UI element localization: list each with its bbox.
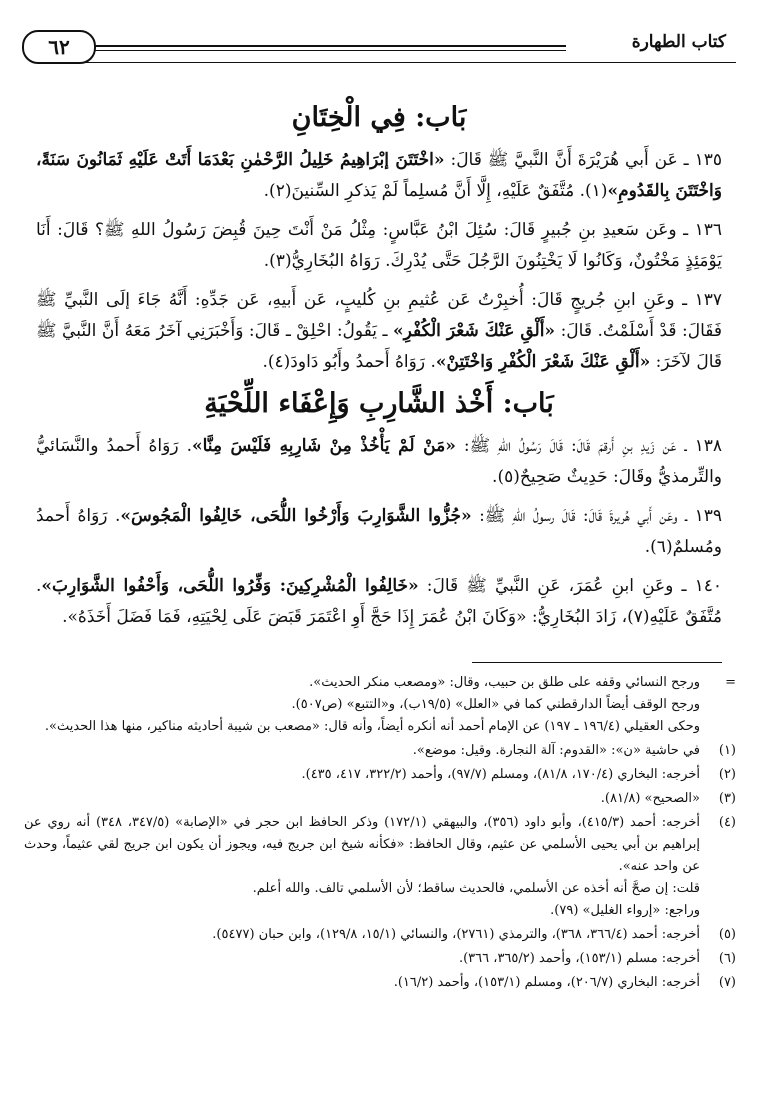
hadith-139 <box>36 501 722 563</box>
hadith-137-outro: . رَوَاهُ أَحمدُ وأَبُو دَاودَ(٤). <box>262 352 436 372</box>
hadith-139-intro: ١٣٩ ـ وعَن أَبي هُريرةَ قَالَ: قَالَ رسولُ اللهِ ﷺ: <box>479 506 723 526</box>
hadith-137 <box>36 285 722 378</box>
hadith-140-outro: . مُتَّفَقٌ عَلَيْهِ(٧)، زَادَ البُخَارِيُّ: «وَكَانَ ابْنُ عُمَرَ إِذَا حَجَّ أَوِ اعْتَمَرَ قَبَضَ عَلَى لِحْيَتِهِ، فَمَا فَضَلَ أَخَذَهُ». <box>36 576 722 627</box>
continuation-line: ورجح الوقف أيضاً الدارقطني كما في «العلل» (١٩/٥ب)، و«التتبع» (ص٥٠٧). <box>291 697 700 712</box>
hadith-140-intro: ١٤٠ ـ وعَنِ ابنِ عُمَرَ، عَنِ النَّبيِّ ﷺ قَالَ: <box>426 576 723 596</box>
footnote-text: قلت: إن صحَّ أنه أخذه عن الأسلمي، فالحديث ساقط؛ لأن الأسلمي تالف. والله أعلم. <box>252 881 700 896</box>
hadith-135-intro: ١٣٥ ـ عَن أَبي هُرَيْرَةَ أَنَّ النَّبيَّ ﷺ قَالَ: <box>450 150 723 170</box>
footnote-text: أخرجه: البخاري (٢٠٦/٧)، ومسلم (١٥٣/١)، وأحمد (١٦/٢). <box>393 975 700 990</box>
continuation-line: ورجح النسائي وقفه على طلق بن حبيب، وقال: «ومصعب منكر الحديث». <box>309 675 700 690</box>
hadith-139-quote: «جُزُّوا الشَّوَارِبَ وَأَرْخُوا اللُّحَى، خَالِفُوا الْمَجُوسَ» <box>120 506 472 526</box>
footnote-text: في حاشية «ن»: «القدوم: آلة النجارة. وقيل: موضع». <box>412 743 700 758</box>
footnote-3 <box>24 788 736 810</box>
hadith-138-outro: . رَوَاهُ أَحمدُ والنَّسَائيُّ والتِّرمذيُّ وقَالَ: حَدِيثٌ صَحِيحٌ(٥). <box>36 436 722 487</box>
footnote-separator <box>472 662 722 663</box>
footnote-text: وراجع: «إرواء الغليل» (٧٩). <box>550 903 700 918</box>
chapter-heading-moustache-beard: بَاب: أَخْذ الشَّارِبِ وَإِعْفَاء اللِّحْيَةِ <box>204 388 554 419</box>
running-header <box>22 26 736 66</box>
hadith-140 <box>36 571 722 633</box>
hadith-135-outro: (١). مُتَّفَقٌ عَلَيْهِ، إِلَّا أَنَّ مُسلِماً لَمْ يَذكرِ السِّنينَ(٢). <box>263 181 608 201</box>
footnote-7 <box>24 972 736 994</box>
page-number: ٦٢ <box>22 30 96 64</box>
footnote-continuation <box>24 672 736 738</box>
footnote-text: «الصحيح» (٨١/٨). <box>600 791 700 806</box>
hadith-138-quote: «مَنْ لَمْ يَأْخُذْ مِنْ شَارِبِهِ فَلَيْسَ مِنَّا» <box>191 436 456 456</box>
hadith-138 <box>36 431 722 493</box>
hadith-138-intro: ١٣٨ ـ عَن زَيدِ بنِ أَرقمَ قَالَ: قَالَ رَسُولُ اللهِ ﷺ: <box>463 436 722 456</box>
hadith-139-outro: . رَوَاهُ أَحمدُ ومُسلمٌ(٦). <box>36 506 722 557</box>
header-rule-thick <box>70 45 566 47</box>
footnote-text: أخرجه: البخاري (١٧٠/٤، ٨١/٨)، ومسلم (٩٧/٧)، وأحمد (٣٢٢/٢، ٤١٧، ٤٣٥). <box>301 767 700 782</box>
main-text <box>36 92 722 641</box>
header-rule-full <box>70 62 736 63</box>
chapter-heading-circumcision: بَاب: فِي الْخِتَانِ <box>291 102 467 133</box>
continuation-line: وحكى العقيلي (١٩٦/٤ ـ ١٩٧) عن الإمام أحمد أنه أنكره أيضاً، وأنه قال: «مصعب بن شيبة أحاديثه مناكير، منها هذا الحديث». <box>44 719 700 734</box>
hadith-136: ١٣٦ ـ وعَن سَعيدِ بنِ جُبيرٍ قَالَ: سُئِلَ ابْنُ عَبَّاسٍ: مِثْلُ مَنْ أَنْتَ حِينَ قُبِضَ رَسُولُ اللهِ ﷺ؟ قَالَ: أَنَا يَوْمَئِذٍ مَخْتُونٌ، وَكَانُوا لَا يَخْتِنُونَ الرَّجُلَ حَتَّى يُدْرِكَ. رَوَاهُ البُخَارِيُّ(٣). <box>36 220 722 271</box>
header-rule-thin <box>70 50 566 51</box>
footnote-mark: (٥) <box>718 927 736 942</box>
hadith-135-quote: «اخْتَتَنَ إبْرَاهِيمُ خَلِيلُ الرَّحْمٰنِ بَعْدَمَا أَتَتْ عَلَيْهِ ثَمَانُونَ سَنَةً، وَاخْتَتَنَ بِالقَدُومِ» <box>36 150 722 201</box>
hadith-137-quote-2: «أَلْقِ عَنْكَ شَعْرَ الْكُفْرِ وَاخْتَتِنْ» <box>435 352 651 372</box>
footnote-4 <box>24 812 736 922</box>
footnote-mark: (٦) <box>718 951 736 966</box>
footnote-mark: (٢) <box>718 767 736 782</box>
footnote-6 <box>24 948 736 970</box>
hadith-137-middle: ـ يَقُولُ: احْلِقْ ـ قَالَ: وَأَخْبَرَنِي آخَرُ مَعَهُ أَنَّ النَّبيَّ ﷺ قَالَ لآخَرَ: <box>36 321 722 372</box>
hadith-140-quote: «خَالِفُوا الْمُشْرِكِينَ: وَفِّرُوا اللُّحَى، وَأَحْفُوا الشَّوَارِبَ» <box>41 576 419 596</box>
footnote-text: أخرجه: أحمد (٤١٥/٣)، وأبو داود (٣٥٦)، والبيهقي (١٧٢/١) وذكر الحافظ ابن حجر في «الإصابة» (٣٤٧/٥، ٣٤٨) أنه روي عن إبراهيم بن أبي يحيى الأسلمي عن عثيم، وقال الحافظ: «فكأنه شيخ ابن جريج فيه، ويجوز أن يكون ابن جريج لقي عثيماً، وحدث عن واحد عنه». <box>24 815 700 874</box>
footnote-2 <box>24 764 736 786</box>
footnote-mark: (١) <box>718 743 736 758</box>
footnote-mark: (٣) <box>718 791 736 806</box>
hadith-137-quote-1: «أَلْقِ عَنْكَ شَعْرَ الْكُفْرِ» <box>393 321 556 341</box>
footnote-5 <box>24 924 736 946</box>
footnote-text: أخرجه: مسلم (١٥٣/١)، وأحمد (٣٦٥/٢، ٣٦٦). <box>458 951 700 966</box>
footnote-mark: (٧) <box>718 975 736 990</box>
footnote-text: أخرجه: أحمد (٣٦٦/٤، ٣٦٨)، والترمذي (٢٧٦١)، والنسائي (١٥/١، ١٢٩/٨)، وابن حبان (٥٤٧٧). <box>212 927 700 942</box>
footnotes <box>24 672 736 996</box>
footnote-1 <box>24 740 736 762</box>
hadith-137-intro: ١٣٧ ـ وعَنِ ابنِ جُريجٍ قَالَ: أُخبِرْتُ عَن عُثيمِ بنِ كُليبٍ، عَن أَبيهِ، عَن جَدِّهِ: أَنَّهُ جَاءَ إلَى النَّبيِّ ﷺ فَقَالَ: قَدْ أَسْلَمْتُ. قَالَ: <box>36 290 722 341</box>
book-title: كتاب الطهارة <box>631 32 726 52</box>
footnote-mark: (٤) <box>718 815 736 830</box>
continuation-mark: = <box>725 675 736 690</box>
hadith-135 <box>36 145 722 207</box>
